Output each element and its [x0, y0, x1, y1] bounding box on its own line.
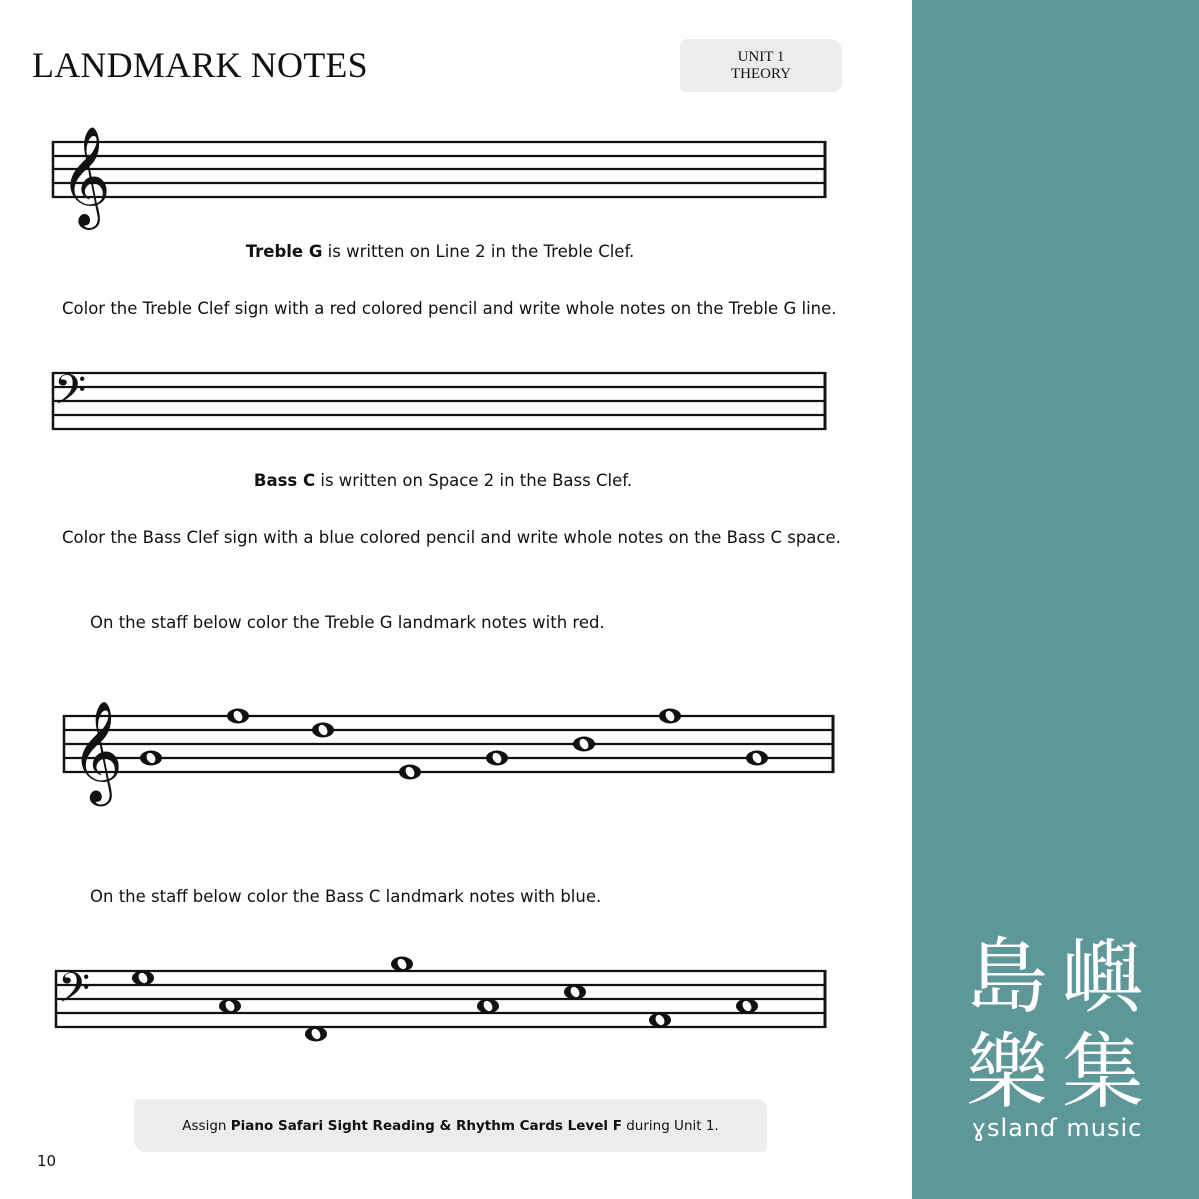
whole-note-icon — [649, 1013, 671, 1028]
treble-instruction: Color the Treble Clef sign with a red colored pencil and write whole notes on the Treble G line. — [62, 299, 837, 318]
svg-text:𝄢: 𝄢 — [58, 964, 91, 1022]
page-title: LANDMARK NOTES — [32, 45, 368, 85]
bass-clef-icon — [54, 366, 86, 424]
logo-char-4: 集 — [1061, 1025, 1144, 1120]
logo-char-2: 嶼 — [1061, 930, 1144, 1025]
whole-note-icon — [391, 957, 413, 972]
svg-text:𝄢: 𝄢 — [54, 366, 87, 424]
unit-label: UNIT 1 — [737, 48, 785, 65]
assignment-prefix: Assign — [182, 1117, 231, 1134]
whole-note-icon — [140, 751, 162, 766]
whole-note-icon — [312, 723, 334, 738]
whole-note-icon — [736, 999, 758, 1014]
treble-fact-term: Treble G — [245, 242, 323, 261]
treble-exercise-instruction: On the staff below color the Treble G landmark notes with red. — [90, 613, 605, 632]
bass-exercise-staff — [50, 945, 850, 1055]
logo-english-text: ɣslanɗ music — [971, 1114, 1143, 1142]
whole-note-icon — [305, 1027, 327, 1042]
assignment-suffix: during Unit 1. — [621, 1117, 719, 1134]
treble-clef-icon — [71, 699, 123, 807]
svg-text:𝄞: 𝄞 — [60, 126, 111, 226]
unit-topic: THEORY — [731, 65, 791, 82]
treble-staff-empty — [40, 110, 840, 230]
bass-fact-text: is written on Space 2 in the Bass Clef. — [315, 471, 633, 490]
bass-staff-empty — [40, 355, 840, 445]
island-music-logo — [962, 930, 1152, 1142]
whole-note-icon — [564, 985, 586, 1000]
whole-note-icon — [132, 971, 154, 986]
bass-clef-icon — [58, 964, 90, 1022]
bass-fact-term: Bass C — [253, 471, 316, 490]
whole-note-icon — [659, 709, 681, 724]
whole-note-icon — [746, 751, 768, 766]
unit-badge — [680, 39, 842, 92]
page-number: 10 — [37, 1152, 57, 1170]
whole-note-icon — [399, 765, 421, 780]
whole-note-icon — [573, 737, 595, 752]
assignment-note — [134, 1099, 767, 1152]
bass-fact — [0, 471, 886, 490]
bass-exercise-instruction: On the staff below color the Bass C landmark notes with blue. — [90, 887, 602, 906]
treble-fact-text: is written on Line 2 in the Treble Clef. — [322, 242, 635, 261]
treble-exercise-staff — [55, 680, 855, 810]
whole-note-icon — [486, 751, 508, 766]
bass-instruction: Color the Bass Clef sign with a blue colored pencil and write whole notes on the Bass C space. — [62, 528, 841, 547]
whole-note-icon — [477, 999, 499, 1014]
whole-note-icon — [227, 709, 249, 724]
whole-note-icon — [219, 999, 241, 1014]
assignment-resource: Piano Safari Sight Reading & Rhythm Cards Level F — [230, 1117, 622, 1134]
svg-text:𝄞: 𝄞 — [71, 699, 124, 802]
treble-fact — [0, 242, 880, 261]
logo-char-3: 樂 — [965, 1025, 1048, 1120]
treble-clef-icon — [60, 126, 111, 230]
logo-char-1: 島 — [965, 930, 1048, 1025]
